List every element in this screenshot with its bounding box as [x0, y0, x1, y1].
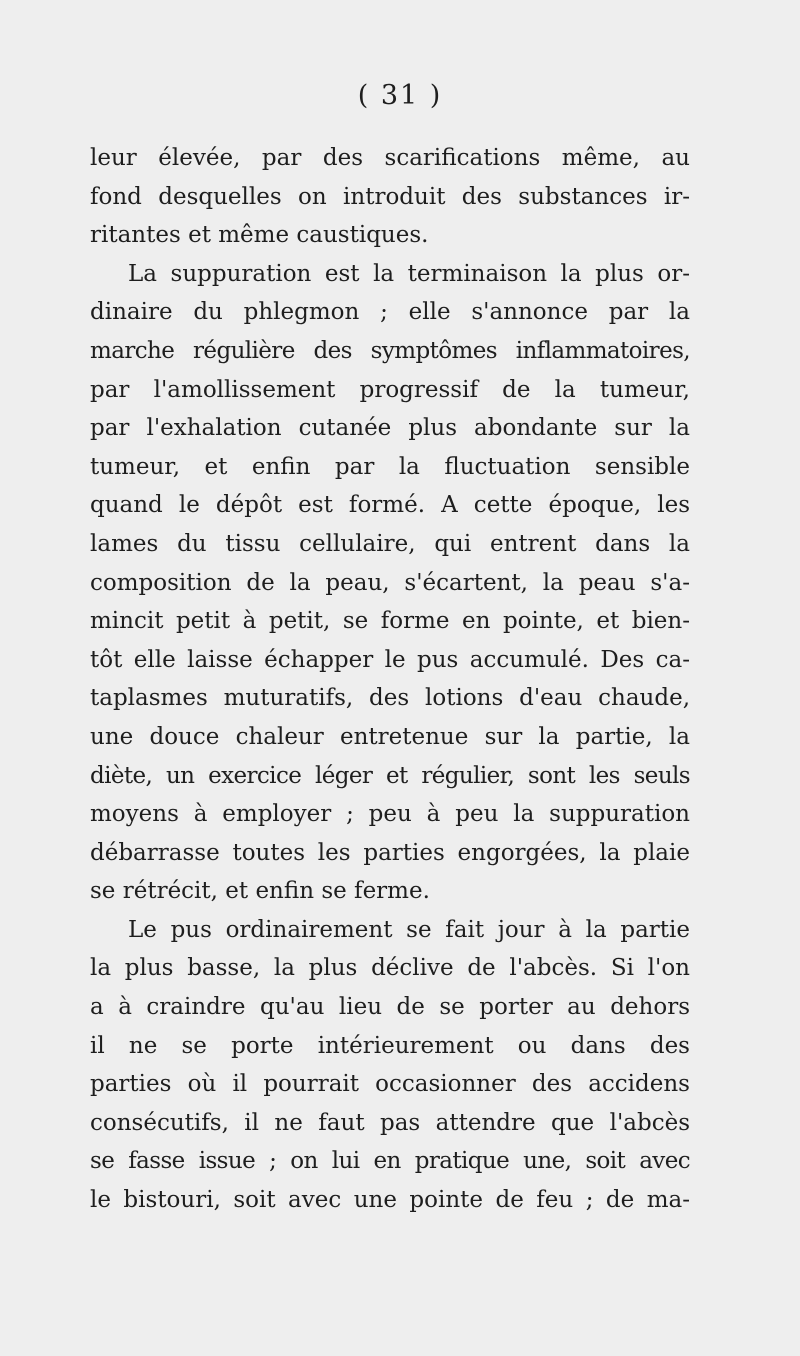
text-line: fond desquelles on introduit des substances ir-	[90, 183, 690, 210]
text-line: marche régulière des symptômes inflammatoires,	[90, 337, 690, 364]
text-line: moyens à employer ; peu à peu la suppuration	[90, 801, 690, 828]
text-line: Le pus ordinairement se fait jour à la partie	[128, 916, 690, 943]
page-text	[90, 139, 690, 1220]
text-line: tumeur, et enfin par la fluctuation sensible	[90, 453, 690, 480]
text-line: leur élevée, par des scarifications même, au	[90, 145, 690, 171]
text-line: La suppuration est la terminaison la plus or-	[128, 260, 690, 287]
text-line: quand le dépôt est formé. A cette époque, les	[90, 492, 690, 519]
text-line: se fasse issue ; on lui en pratique une, soit avec	[90, 1148, 690, 1175]
text-line: débarrasse toutes les parties engorgées, la plaie	[90, 839, 690, 866]
paragraph-3	[90, 911, 690, 1220]
text-line: composition de la peau, s'écartent, la peau s'a-	[90, 569, 690, 596]
page-number: ( 31 )	[357, 80, 443, 111]
paragraph-2	[90, 255, 690, 911]
text-line: mincit petit à petit, se forme en pointe, et bien-	[90, 608, 690, 635]
text-line: une douce chaleur entretenue sur la partie, la	[90, 723, 690, 750]
text-line: le bistouri, soit avec une pointe de feu ; de ma-	[90, 1187, 690, 1214]
text-line: par l'amollissement progressif de la tumeur,	[90, 376, 690, 403]
text-line: par l'exhalation cutanée plus abondante sur la	[90, 415, 690, 442]
text-line: lames du tissu cellulaire, qui entrent dans la	[90, 530, 690, 557]
text-line: dinaire du phlegmon ; elle s'annonce par la	[90, 299, 690, 326]
text-line: taplasmes muturatifs, des lotions d'eau chaude,	[90, 685, 690, 712]
text-line: ritantes et même caustiques.	[90, 222, 429, 249]
text-line: la plus basse, la plus déclive de l'abcès. Si l'on	[90, 955, 690, 982]
text-line: parties où il pourrait occasionner des accidens	[90, 1071, 690, 1098]
text-line: diète, un exercice léger et régulier, sont les seuls	[90, 762, 690, 789]
text-line: consécutifs, il ne faut pas attendre que l'abcès	[90, 1109, 690, 1136]
text-line: a à craindre qu'au lieu de se porter au dehors	[90, 994, 690, 1021]
text-line: se rétrécit, et enfin se ferme.	[90, 878, 430, 905]
paragraph-1	[90, 139, 690, 255]
text-line: il ne se porte intérieurement ou dans des	[90, 1032, 690, 1059]
text-line: tôt elle laisse échapper le pus accumulé. Des ca-	[90, 646, 690, 673]
